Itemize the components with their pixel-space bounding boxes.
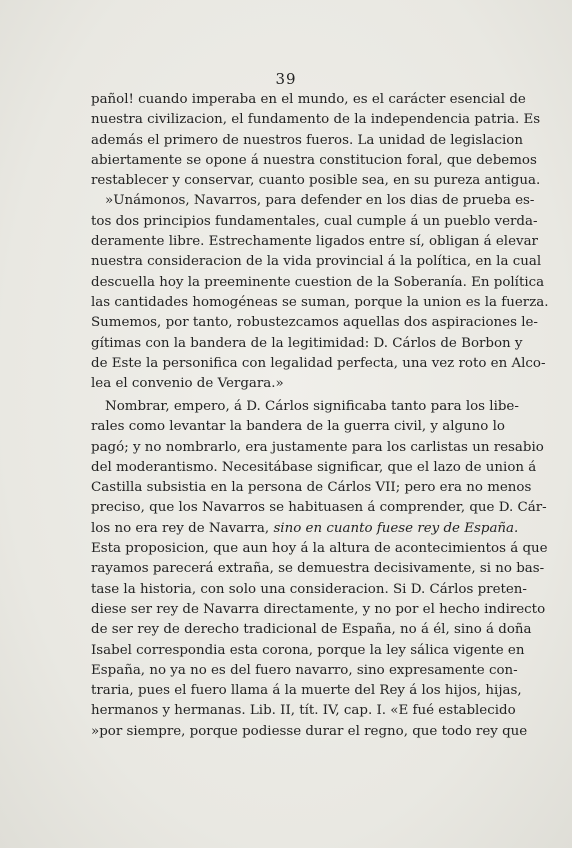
text-line: Esta proposicion, que aun hoy á la altura de acontecimientos á que — [91, 541, 548, 557]
text-line: descuella hoy la preeminente cuestion de la Soberanía. En política — [91, 274, 545, 290]
text-line: traria, pues el fuero llama á la muerte del Rey á los hijos, hijas, — [91, 683, 522, 699]
text-line: tos dos principios fundamentales, cual cumple á un pueblo verda- — [91, 213, 538, 229]
text-block-lower — [91, 397, 548, 742]
text-line: gítimas con la bandera de la legitimidad: D. Cárlos de Borbon y — [91, 335, 523, 351]
text-line: restablecer y conservar, cuanto posible sea, en su pureza antigua. — [91, 173, 541, 189]
text-line: pañol! cuando imperaba en el mundo, es el carácter esencial de — [91, 92, 526, 107]
text-line: además el primero de nuestros fueros. La unidad de legislacion — [91, 132, 523, 148]
page-number: 39 — [275, 70, 297, 88]
text-line: »Unámonos, Navarros, para defender en los dias de prueba es- — [105, 193, 535, 209]
text-line: hermanos y hermanas. Lib. II, tít. IV, cap. I. «E fué establecido — [91, 703, 516, 719]
text-line: »por siempre, porque podiesse durar el regno, que todo rey que — [91, 723, 528, 739]
text-line: lea el convenio de Vergara.» — [91, 376, 284, 392]
text-line: Castilla subsistia en la persona de Cárlos VII; pero era no menos — [91, 480, 532, 496]
text-line: abiertamente se opone á nuestra constitucion foral, que debemos — [91, 152, 537, 168]
text-line: rales como levantar la bandera de la guerra civil, y alguno lo — [91, 419, 505, 435]
italic-phrase: sino en cuanto fuese rey de España. — [273, 520, 519, 536]
bleed-through-shadow — [260, 366, 460, 380]
text-line: del moderantismo. Necesitábase significar, que el lazo de union á — [91, 459, 537, 475]
text-line-with-italic — [91, 519, 519, 539]
text-line: Sumemos, por tanto, robustezcamos aquellas dos aspiraciones le- — [91, 315, 538, 331]
text-line: Isabel correspondia esta corona, porque la ley sálica vigente en — [91, 642, 525, 658]
text-span: los no era rey de Navarra, — [91, 520, 274, 536]
text-line: diese ser rey de Navarra directamente, y no por el hecho indirecto — [91, 601, 546, 617]
text-line: las cantidades homogéneas se suman, porque la union es la fuerza. — [91, 294, 549, 310]
text-line: preciso, que los Navarros se habituasen á comprender, que D. Cár- — [91, 500, 547, 516]
text-block-upper — [91, 90, 549, 394]
text-line: deramente libre. Estrechamente ligados entre sí, obligan á elevar — [91, 234, 538, 250]
text-line: de ser rey de derecho tradicional de España, no á él, sino á doña — [91, 622, 532, 638]
text-line: nuestra consideracion de la vida provincial á la política, en la cual — [91, 254, 542, 270]
text-line: pagó; y no nombrarlo, era justamente para los carlistas un resabio — [91, 439, 544, 455]
text-line: España, no ya no es del fuero navarro, sino expresamente con- — [91, 662, 518, 678]
text-line: Nombrar, empero, á D. Cárlos significaba tanto para los libe- — [105, 399, 519, 414]
text-line: tase la historia, con solo una consideracion. Si D. Cárlos preten- — [91, 581, 527, 597]
text-line: nuestra civilizacion, el fundamento de la independencia patria. Es — [91, 112, 541, 128]
text-line: de Este la personifica con legalidad perfecta, una vez roto en Alco- — [91, 355, 546, 371]
text-line: rayamos parecerá extraña, se demuestra decisivamente, si no bas- — [91, 561, 545, 577]
